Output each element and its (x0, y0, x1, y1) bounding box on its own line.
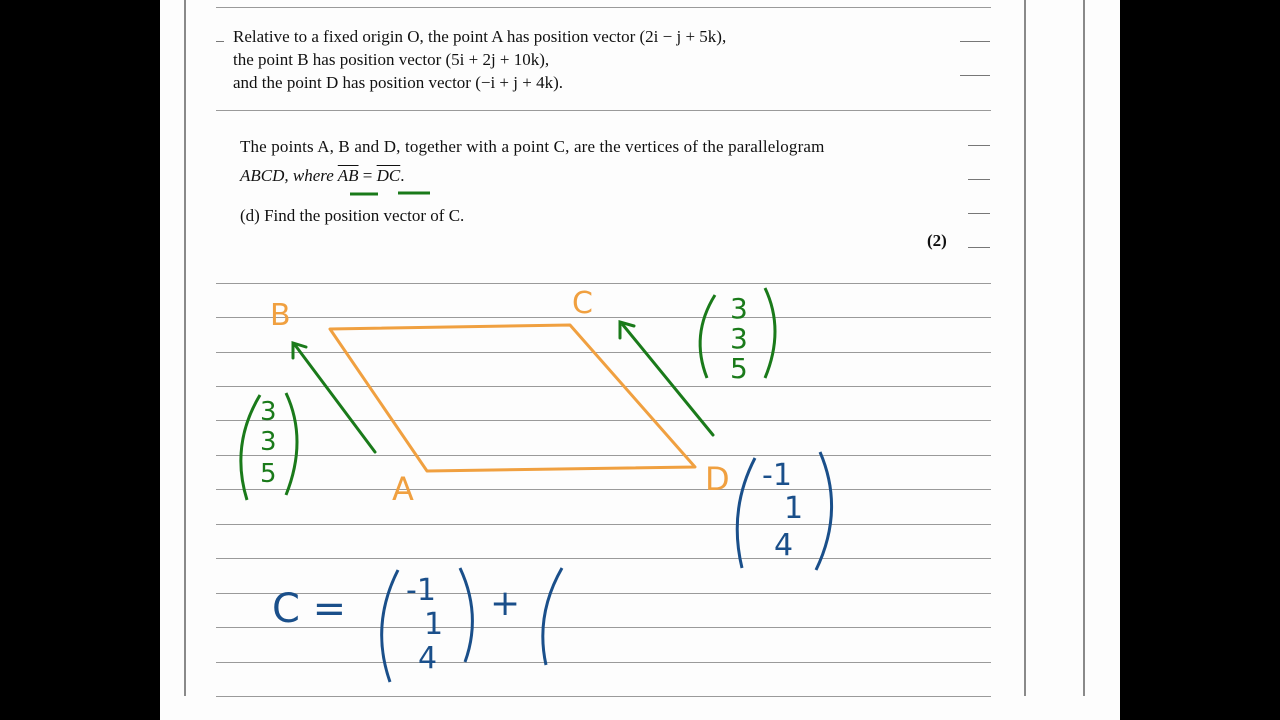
answer-plus: + (490, 583, 521, 624)
vector-ab: $\overline{AB}$ (337, 166, 359, 185)
period: . (400, 166, 405, 185)
vector-ab-z: 5 (260, 459, 277, 489)
vector-d-z: 4 (774, 528, 794, 563)
label-c: C (572, 286, 593, 321)
handwritten-working (160, 0, 1120, 720)
intro-line-3: and the point D has position vector (−i + j + 4k). (233, 73, 563, 92)
marks: (2) (927, 231, 947, 250)
part-d-question: (d) Find the position vector of C. (240, 206, 465, 225)
vector-ab-y: 3 (260, 427, 277, 457)
vector-dc-x: 3 (730, 292, 748, 325)
vector-ab-x: 3 (260, 397, 277, 427)
vector-d-x: -1 (762, 458, 792, 493)
para-line-1: The points A, B and D, together with a point C, are the vertices of the parallelogram (240, 137, 825, 156)
intro-line-2: the point B has position vector (5i + 2j + 10k), (233, 50, 550, 69)
vector-d-y: 1 (784, 491, 804, 526)
label-b: B (270, 298, 291, 333)
answer-vec-x: -1 (406, 573, 436, 608)
vector-dc-y: 3 (730, 322, 748, 355)
vector-dc-z: 5 (730, 352, 748, 385)
answer-vec-y: 1 (424, 607, 444, 642)
equals: = (358, 166, 377, 185)
exam-page (160, 0, 1120, 720)
para-prefix: ABCD, where (240, 166, 338, 185)
answer-lhs: C = (272, 586, 347, 632)
arrow-ab-icon (293, 343, 375, 452)
answer-vec-z: 4 (418, 641, 438, 676)
intro-line-1: Relative to a fixed origin O, the point A has position vector (2i − j + 5k), (233, 27, 727, 46)
label-a: A (392, 470, 414, 508)
vector-dc: $\overline{DC}$ (376, 166, 401, 185)
label-d: D (705, 460, 730, 498)
